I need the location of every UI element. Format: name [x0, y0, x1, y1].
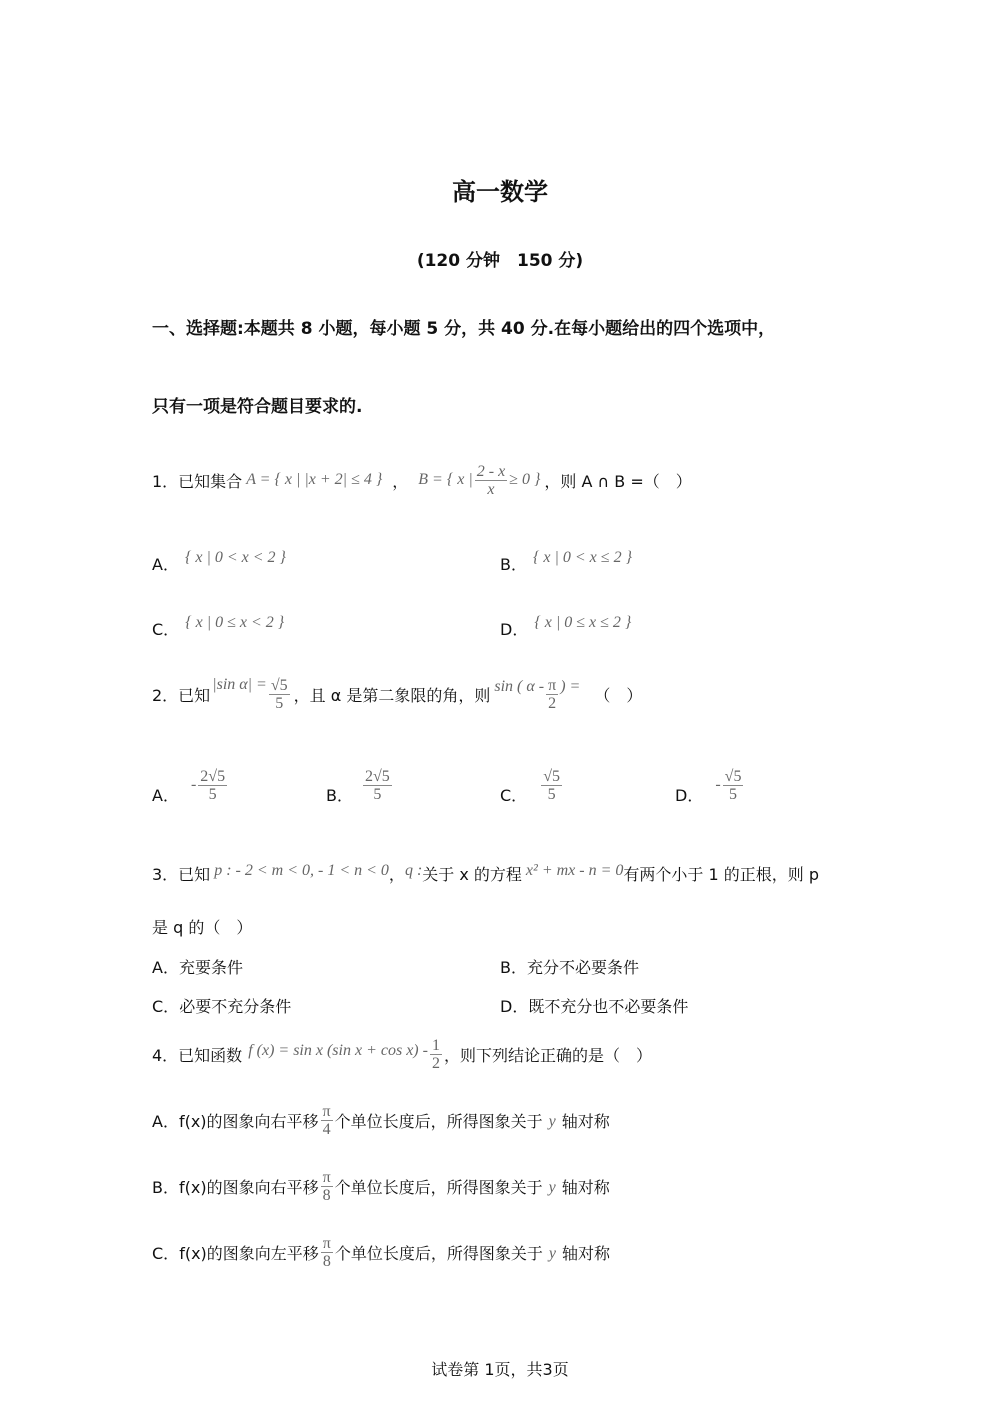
q2-option-b-fraction [363, 768, 392, 803]
q1-set-b-numerator: 2 - x [476, 462, 506, 480]
q3-option-d-text: 既不充分也不必要条件 [528, 997, 689, 1016]
q4-option-b-fraction [321, 1169, 333, 1204]
page-title: 高一数学 [452, 178, 548, 206]
q2-tail: （ ） [594, 685, 643, 705]
q2-option-c [500, 760, 564, 810]
q2-option-c-label: C． [500, 785, 528, 805]
q2-sin-expression-prefix: sin ( α - [494, 678, 545, 695]
q3-option-d-label: D． [500, 997, 529, 1016]
q4-option-b-pre: f(x)的图象向右平移 [178, 1177, 319, 1197]
question-2 [152, 664, 642, 724]
q2-option-c-fraction [541, 768, 562, 803]
q3-option-c-text: 必要不充分条件 [179, 997, 292, 1016]
q2-option-a [152, 760, 229, 810]
q3-option-d [500, 994, 688, 1017]
q2-option-d-numerator: √5 [724, 767, 742, 785]
q3-option-a-label: A． [152, 958, 179, 977]
q2-pi-denominator: 2 [548, 694, 557, 712]
q2-option-d-fraction [723, 768, 744, 803]
q2-option-a-denominator: 5 [208, 785, 217, 803]
q2-value-numerator: √5 [270, 676, 288, 694]
q4-option-c-pre: f(x)的图象向左平移 [179, 1243, 319, 1263]
q1-option-b-value: { x | 0 < x ≤ 2 } [532, 549, 632, 566]
q2-option-b-numerator: 2√5 [364, 767, 390, 785]
q1-option-a [152, 538, 286, 575]
q2-option-a-fraction [198, 768, 227, 803]
q2-option-c-denominator: 5 [547, 785, 556, 803]
q1-set-b-prefix: B = { x | [418, 471, 473, 488]
q2-option-a-numerator: 2√5 [200, 767, 226, 785]
q4-option-b-var: y [548, 1179, 556, 1196]
q4-option-c-var: y [548, 1245, 556, 1262]
q2-option-d [675, 760, 745, 810]
q3-line2: 是 q 的（ ） [152, 918, 253, 937]
q3-tail: 有两个小于 1 的正根，则 p [623, 865, 820, 884]
q4-option-c-label: C． [152, 1243, 180, 1263]
q2-option-b [326, 760, 394, 810]
q4-option-b [152, 1162, 610, 1210]
q3-option-a [152, 955, 243, 978]
q1-option-a-value: { x | 0 < x < 2 } [184, 549, 286, 566]
q2-pi-half-fraction [546, 677, 558, 712]
q1-option-b-label: B． [500, 555, 527, 574]
q4-option-a-fraction [321, 1103, 333, 1138]
q4-option-a-end: 轴对称 [561, 1111, 610, 1131]
q1-option-a-label: A． [152, 555, 179, 574]
q3-q-label: q : [404, 861, 423, 879]
q3-equation: x² + mx - n = 0 [525, 861, 624, 879]
q1-option-b [500, 538, 632, 575]
q3-option-b-text: 充分不必要条件 [526, 958, 639, 977]
q4-option-c-numerator: π [322, 1234, 331, 1252]
q3-lead: 3．已知 [152, 865, 211, 884]
q1-set-a: A = { x | |x + 2| ≤ 4 } [246, 471, 383, 488]
q1-set-b-fraction [475, 463, 507, 498]
q4-option-a-var: y [548, 1113, 556, 1130]
q4-option-b-end: 轴对称 [561, 1177, 610, 1197]
q2-pi-numerator: π [548, 676, 557, 694]
q4-lead: 4．已知函数 [152, 1045, 243, 1065]
q4-option-a-numerator: π [322, 1102, 331, 1120]
q2-sin-expression-suffix: ) = [560, 678, 581, 695]
q3-option-a-text: 充要条件 [178, 958, 243, 977]
q4-option-a [152, 1096, 610, 1144]
q1-set-b-suffix: ≥ 0 } [509, 471, 541, 488]
q4-half-fraction [430, 1037, 442, 1072]
q1-lead: 1．已知集合 [152, 471, 243, 491]
q1-option-c [152, 603, 284, 640]
q1-option-d-value: { x | 0 ≤ x ≤ 2 } [534, 614, 632, 631]
q4-option-c-fraction [321, 1235, 333, 1270]
q2-option-d-sign: - [715, 776, 721, 793]
q3-option-c [152, 994, 291, 1017]
q3-comma: ， [388, 865, 405, 884]
q1-option-d-label: D． [500, 620, 529, 639]
q4-half-numerator: 1 [431, 1036, 440, 1054]
q2-option-d-denominator: 5 [729, 785, 738, 803]
q4-function-expression: f (x) = sin x (sin x + cos x) - [248, 1042, 428, 1059]
q4-option-a-pre: f(x)的图象向右平移 [178, 1111, 319, 1131]
q4-option-b-numerator: π [322, 1168, 331, 1186]
q2-lead: 2．已知 [152, 685, 211, 705]
q1-option-d [500, 603, 631, 640]
q4-option-a-post: 个单位长度后，所得图象关于 [334, 1111, 543, 1131]
section-heading-line1: 一、选择题:本题共 8 小题，每小题 5 分，共 40 分.在每小题给出的四个选项中， [152, 319, 776, 339]
question-3 [152, 862, 819, 885]
question-1 [152, 452, 692, 508]
q1-option-c-value: { x | 0 ≤ x < 2 } [185, 614, 285, 631]
q4-option-c [152, 1228, 610, 1276]
q4-option-a-denominator: 4 [322, 1120, 331, 1138]
q4-tail: ，则下列结论正确的是（ ） [443, 1045, 652, 1065]
q3-option-b-label: B． [500, 958, 527, 977]
q2-option-c-numerator: √5 [543, 767, 560, 785]
q4-option-b-post: 个单位长度后，所得图象关于 [334, 1177, 543, 1197]
q2-middle-text: ，且 α 是第二象限的角，则 [293, 685, 491, 705]
q4-option-b-label: B． [152, 1177, 179, 1197]
q2-option-a-label: A． [152, 785, 179, 805]
q3-p-condition: p : - 2 < m < 0, - 1 < n < 0 [214, 861, 389, 879]
q2-option-d-label: D． [675, 785, 704, 805]
q1-tail: ，则 A ∩ B =（ ） [544, 471, 692, 491]
q2-value-denominator: 5 [275, 694, 284, 712]
q2-option-b-denominator: 5 [373, 785, 382, 803]
q3-middle-text: 关于 x 的方程 [422, 865, 522, 884]
q1-set-b-denominator: x [487, 480, 495, 498]
q2-option-b-label: B． [326, 785, 353, 805]
page-footer: 试卷第 1页，共3页 [431, 1360, 569, 1379]
section-heading-line2: 只有一项是符合题目要求的. [152, 397, 363, 417]
q4-option-c-denominator: 8 [322, 1252, 331, 1270]
q2-abs-sin: |sin α| = [212, 676, 267, 693]
q4-half-denominator: 2 [431, 1054, 440, 1072]
q3-option-c-label: C． [152, 997, 180, 1016]
q2-value-fraction [269, 677, 290, 712]
q4-option-a-label: A． [152, 1111, 179, 1131]
q4-option-b-denominator: 8 [322, 1186, 331, 1204]
question-4 [152, 1030, 652, 1078]
q3-option-b [500, 955, 639, 978]
q4-option-c-post: 个单位长度后，所得图象关于 [334, 1243, 543, 1263]
q4-option-c-end: 轴对称 [561, 1243, 610, 1263]
exam-duration-score: (120 分钟 150 分) [416, 251, 584, 271]
q2-option-a-sign: - [190, 776, 197, 793]
q1-separator: ， [392, 471, 409, 491]
q1-option-c-label: C． [152, 620, 180, 639]
